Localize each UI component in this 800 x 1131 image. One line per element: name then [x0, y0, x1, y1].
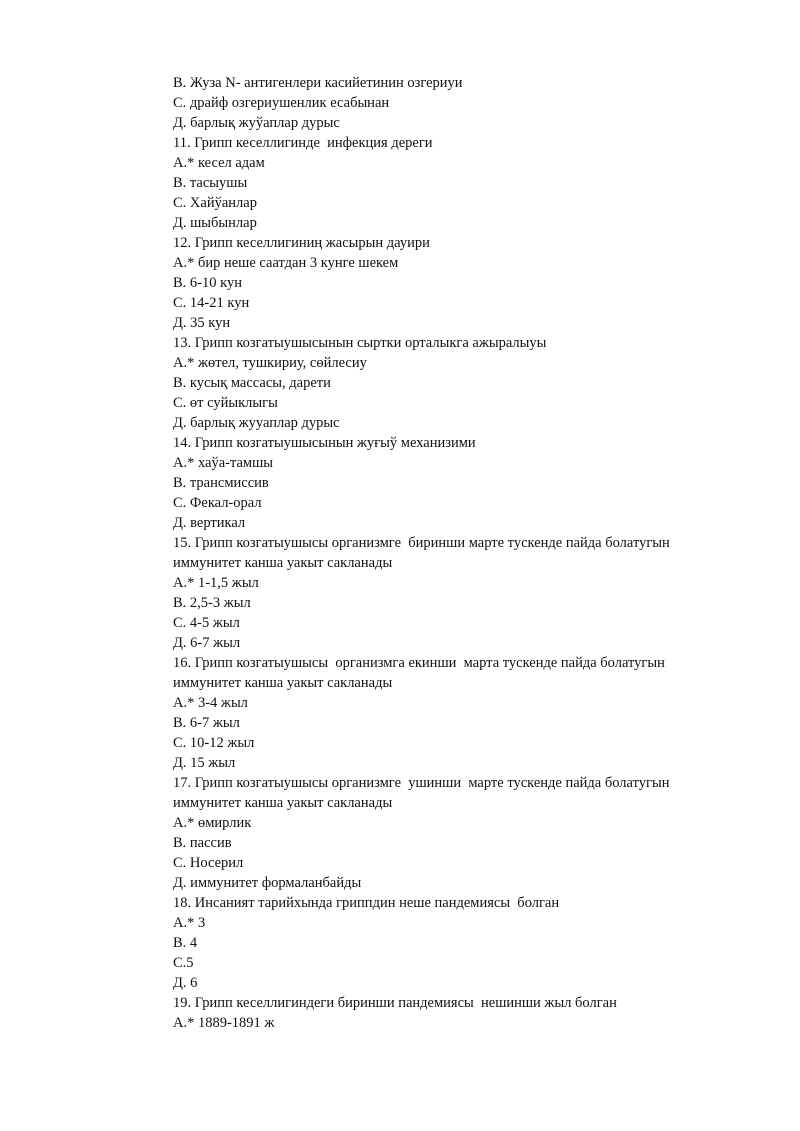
answer-option: А.* жөтел, тушкириу, сөйлесиу: [173, 355, 367, 371]
answer-option: В. 6-7 жыл: [173, 715, 240, 731]
answer-option: Д. 6: [173, 975, 198, 991]
answer-option: С. 10-12 жыл: [173, 735, 255, 751]
answer-option: А.* 3-4 жыл: [173, 695, 248, 711]
answer-option: В. Жуза N- антигенлери касийетинин озгериуи: [173, 75, 463, 91]
answer-option: А.* кесел адам: [173, 155, 265, 171]
document-page: [173, 73, 753, 1033]
answer-option: В. пассив: [173, 835, 232, 851]
answer-option: А.* 1889-1891 ж: [173, 1015, 275, 1031]
answer-option: А.* 3: [173, 915, 206, 931]
answer-option: С. 14-21 кун: [173, 295, 250, 311]
question-15-continuation: иммунитет канша уакыт сакланады: [173, 555, 393, 571]
answer-option: С. драйф озгериушенлик есабынан: [173, 95, 390, 111]
answer-option: С. Фекал-орал: [173, 495, 262, 511]
answer-option: А.* өмирлик: [173, 815, 252, 831]
answer-option: А.* хаўа-тамшы: [173, 455, 274, 471]
answer-option: Д. барлық жуўаплар дурыс: [173, 115, 340, 131]
answer-option: А.* бир неше саатдан 3 кунге шекем: [173, 255, 399, 271]
answer-option: Д. иммунитет формаланбайды: [173, 875, 362, 891]
answer-option: Д. шыбынлар: [173, 215, 257, 231]
question-14: 14. Грипп козгатыушысынын жуғыў механизими: [173, 435, 476, 451]
answer-option: В. кусық массасы, дарети: [173, 375, 331, 391]
answer-option: С. Носерил: [173, 855, 244, 871]
answer-option: С.5: [173, 955, 194, 971]
answer-option: С. 4-5 жыл: [173, 615, 240, 631]
question-11: 11. Грипп кеселлигинде инфекция дереги: [173, 135, 433, 151]
answer-option: Д. 15 жыл: [173, 755, 236, 771]
question-12: 12. Грипп кеселлигиниң жасырын дауири: [173, 235, 430, 251]
answer-option: В. 2,5-3 жыл: [173, 595, 251, 611]
answer-option: С. Хайўанлар: [173, 195, 257, 211]
answer-option: Д. барлық жууаплар дурыс: [173, 415, 340, 431]
answer-option: В. тасыушы: [173, 175, 248, 191]
answer-option: В. 4: [173, 935, 198, 951]
answer-option: В. 6-10 кун: [173, 275, 242, 291]
question-16-continuation: иммунитет канша уакыт сакланады: [173, 675, 393, 691]
question-15: 15. Грипп козгатыушысы организмге биринши марте тускенде пайда болатугын: [173, 535, 670, 551]
answer-option: Д. 6-7 жыл: [173, 635, 241, 651]
question-18: 18. Инсаният тарийхында гриппдин неше пандемиясы болган: [173, 895, 560, 911]
question-17-continuation: иммунитет канша уакыт сакланады: [173, 795, 393, 811]
question-13: 13. Грипп козгатыушысынын сыртки орталыкга ажыралыуы: [173, 335, 547, 351]
answer-option: С. өт суйыклыгы: [173, 395, 278, 411]
answer-option: Д. 35 кун: [173, 315, 231, 331]
answer-option: В. трансмиссив: [173, 475, 269, 491]
answer-option: А.* 1-1,5 жыл: [173, 575, 259, 591]
question-17: 17. Грипп козгатыушысы организмге ушинши марте тускенде пайда болатугын: [173, 775, 670, 791]
question-16: 16. Грипп козгатыушысы организмга екинши марта тускенде пайда болатугын: [173, 655, 665, 671]
answer-option: Д. вертикал: [173, 515, 246, 531]
question-19: 19. Грипп кеселлигиндеги биринши пандемиясы нешинши жыл болган: [173, 995, 617, 1011]
